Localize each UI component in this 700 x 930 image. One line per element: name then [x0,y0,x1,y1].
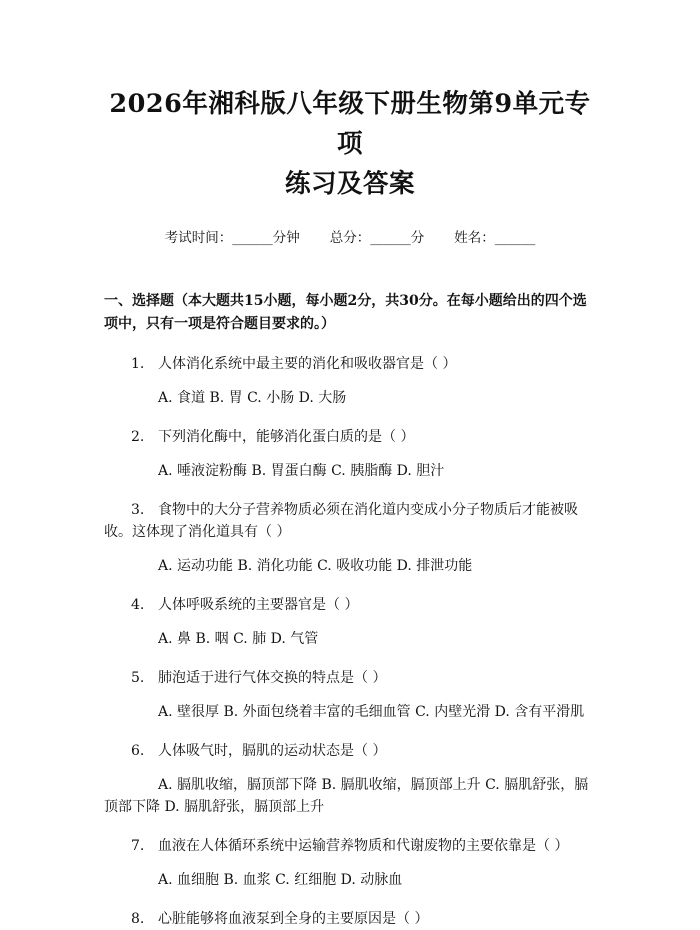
question-7 [104,835,596,857]
exam-score: 总分：______分 [329,230,425,246]
question-number: 6. [131,743,145,759]
question-text: 下列消化酶中，能够消化蛋白质的是（ ） [158,429,415,445]
question-number: 3. [131,502,145,518]
question-5-options: A. 壁很厚 B. 外面包绕着丰富的毛细血管 C. 内壁光滑 D. 含有平滑肌 [158,704,585,720]
question-3-options: A. 运动功能 B. 消化功能 C. 吸收功能 D. 排泄功能 [158,558,473,574]
question-number: 7. [131,838,145,854]
student-name: 姓名：______ [454,230,536,246]
question-2-options: A. 唾液淀粉酶 B. 胃蛋白酶 C. 胰脂酶 D. 胆汁 [158,463,445,479]
question-text: 血液在人体循环系统中运输营养物质和代谢废物的主要依靠是（ ） [158,838,569,854]
question-text: 心脏能够将血液泵到全身的主要原因是（ ） [158,911,429,927]
question-6-options: A. 膈肌收缩，膈顶部下降 B. 膈肌收缩，膈顶部上升 C. 膈肌舒张，膈顶部下降 D. 膈肌舒张，膈顶部上升 [104,777,589,815]
question-number: 1. [131,356,145,372]
question-number: 8. [131,911,145,927]
question-text: 人体吸气时，膈肌的运动状态是（ ） [158,743,387,759]
section-heading-choice: 一、选择题（本大题共15小题，每小题2分，共30分。在每小题给出的四个选项中，只有一项是符合题目要求的。） [104,293,587,332]
question-6 [104,740,596,762]
title-line-1: 2026年湘科版八年级下册生物第9单元专项 [109,89,591,159]
question-8 [104,908,596,930]
question-5 [104,667,596,689]
question-1-options: A. 食道 B. 胃 C. 小肠 D. 大肠 [158,390,347,406]
question-text: 肺泡适于进行气体交换的特点是（ ） [158,670,387,686]
question-text: 食物中的大分子营养物质必须在消化道内变成小分子物质后才能被吸收。这体现了消化道具有（ ） [104,502,578,540]
exam-info [104,226,596,246]
question-number: 5. [131,670,145,686]
question-4-options: A. 鼻 B. 咽 C. 肺 D. 气管 [158,631,319,647]
question-number: 2. [131,429,145,445]
question-7-options: A. 血细胞 B. 血浆 C. 红细胞 D. 动脉血 [158,872,403,888]
question-4 [104,594,596,616]
question-text: 人体消化系统中最主要的消化和吸收器官是（ ） [158,356,457,372]
question-list [104,353,596,930]
exam-time: 考试时间：______分钟 [164,230,300,246]
question-2 [104,426,596,448]
question-3 [104,499,596,543]
question-number: 4. [131,597,145,613]
question-1 [104,353,596,375]
title-line-2: 练习及答案 [284,169,415,199]
question-text: 人体呼吸系统的主要器官是（ ） [158,597,359,613]
document-title [104,0,596,204]
